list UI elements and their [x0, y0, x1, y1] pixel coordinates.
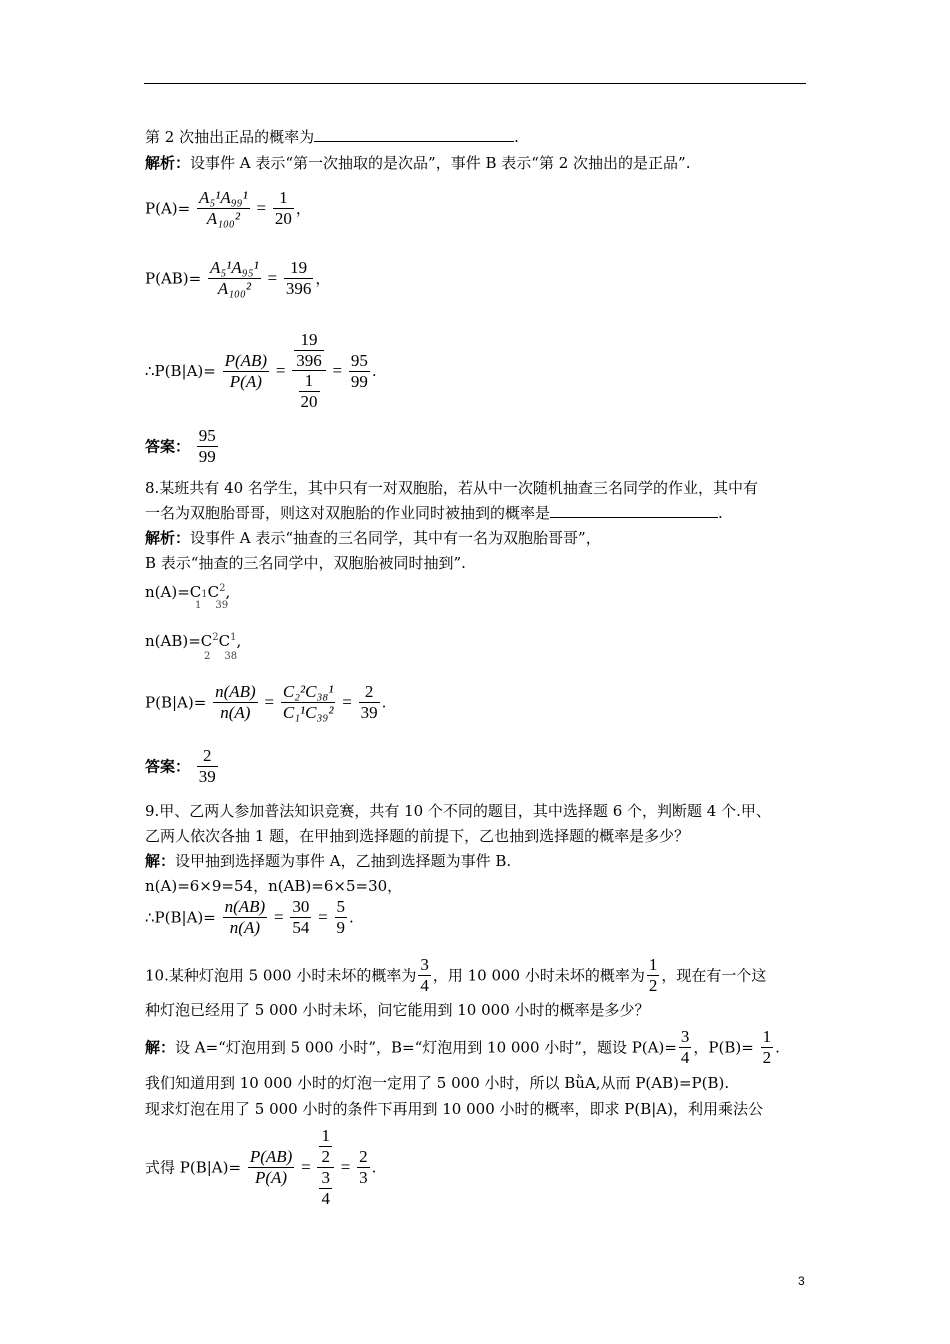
res-num: 2 [359, 682, 380, 703]
q7-cond-formula: ∴P(B|A)= $\frac{P(AB)}{P(A)}$ = $\frac{\frac{19}{396}}{\frac{1}{20}}$ = $\frac{95}{99}$ . [145, 330, 377, 411]
cond-num: n(AB) [215, 682, 256, 701]
cond-num: P(AB) [249, 1147, 293, 1166]
f2-den: 2 [648, 976, 658, 995]
final-period: . [371, 1158, 377, 1177]
f1-num: 3 [420, 955, 429, 974]
solution-text-b: ，P(B)= [693, 1038, 759, 1057]
res-num: 2 [359, 1147, 368, 1166]
complex-bottom [317, 1167, 334, 1209]
q9-counts: n(A)=6×9=54，n(AB)=6×5=30， [145, 877, 403, 895]
answer-label: 答案： [145, 757, 191, 776]
ct-den: 396 [296, 351, 322, 370]
answer-den: 99 [198, 447, 216, 466]
pa-lhs: P(A)= [145, 199, 191, 218]
cond-fraction [223, 897, 268, 938]
q7-period: . [514, 128, 519, 146]
ct-num: 1 [321, 1126, 330, 1145]
cond-result [349, 351, 370, 392]
nab-comma: , [236, 632, 242, 650]
pa-den: A₁₀₀² [206, 209, 240, 228]
cond-fraction [248, 1147, 294, 1188]
na-sup2: 2 [219, 583, 226, 594]
q7-pa-formula: P(A)= $\frac{\text{A₅¹A₉₉¹}}{\text{A₁₀₀²}}$ = $\frac{1}{20}$ ， [145, 188, 311, 228]
q8-cond-formula: P(B|A)= $\frac{n(AB)}{n(A)}$ = $\frac{\text{C₂²C₃₈¹}}{\text{C₁¹C₃₉²}}$ = $\frac{2}{39}$ . [145, 682, 387, 722]
solution-text-a: 设 A=“灯泡用到 5 000 小时”，B=“灯泡用到 10 000 小时”，题设 P(A)= [175, 1038, 677, 1057]
pa-result [273, 188, 294, 229]
cond-num: P(AB) [224, 350, 268, 370]
header-rule [144, 83, 806, 84]
res-den: 3 [359, 1168, 368, 1187]
cond-den: n(A) [220, 703, 251, 722]
mid-num: 30 [292, 897, 310, 916]
cond-result [335, 897, 348, 938]
cond-den: P(A) [229, 371, 262, 391]
q8-na-subs [145, 596, 228, 616]
pa-res-den: 20 [274, 209, 292, 228]
cond-fraction [223, 351, 269, 392]
nab-sup2: 1 [230, 632, 237, 643]
pab-lhs: P(AB)= [145, 269, 202, 288]
nab-text: n(AB)=C [145, 632, 213, 650]
q8-nab-subs [145, 647, 237, 667]
pab-num: A₅¹A₉₅¹ [210, 258, 259, 277]
q10-line2: 种灯泡已经用了 5 000 小时未坏，问它能用到 10 000 小时的概率是多少？ [145, 1001, 650, 1019]
q10-final-formula: 式得 P(B|A)= $\frac{P(AB)}{P(A)}$ = $\frac{\frac{1}{2}}{\frac{3}{4}}$ = $\frac{2}{3}$ . [145, 1126, 377, 1208]
q7-line1 [145, 127, 519, 147]
ct-num: 19 [294, 330, 324, 351]
q10-text-c: ，现在有一个这 [661, 966, 767, 985]
analysis-label: 解析： [145, 529, 191, 547]
q10-text-a: 10.某种灯泡用 5 000 小时未坏的概率为 [145, 966, 417, 985]
nab-c2: C [218, 632, 231, 650]
formula-lead: 式得 P(B|A)= [145, 1158, 246, 1177]
q10-line4: 我们知道用到 10 000 小时的灯泡一定用了 5 000 小时，所以 BǜA,从而 P(AB)=P(B). [145, 1074, 730, 1092]
solution-period: . [775, 1038, 780, 1057]
cond-res-num: 95 [350, 350, 368, 370]
q10-line5: 现求灯泡在用了 5 000 小时的条件下再用到 10 000 小时的概率，即求 P(B|A)，利用乘法公 [145, 1100, 763, 1118]
res-den: 39 [360, 703, 378, 722]
cb-num: 1 [299, 371, 320, 392]
na-c2: C [207, 583, 220, 601]
q8-line2 [145, 503, 723, 523]
solution-text: 设甲抽到选择题为事件 A，乙抽到选择题为事件 B. [175, 852, 512, 870]
cb-num: 3 [321, 1168, 330, 1187]
q10-frac1 [418, 955, 431, 996]
q9-cond-formula: ∴P(B|A)= $\frac{n(AB)}{n(A)}$ = $\frac{30}{54}$ = $\frac{5}{9}$ . [145, 897, 354, 937]
nab-sub2: 38 [224, 651, 238, 662]
q8-analysis [145, 528, 601, 548]
answer-fraction [197, 746, 218, 787]
q10-solution [145, 1027, 780, 1068]
pa-num: A₅¹A₉₉¹ [198, 188, 248, 207]
na-comma: , [225, 583, 231, 601]
na-text: n(A)=C [145, 583, 202, 601]
answer-label: 答案： [145, 437, 191, 456]
cb-den: 20 [300, 392, 318, 411]
q8-prompt: 一名为双胞胎哥哥，则这对双胞胎的作业同时被抽到的概率是 [145, 504, 551, 522]
q7-pab-formula: P(AB)= $\frac{\text{A₅¹A₉₅¹}}{\text{A₁₀₀²}}$ = $\frac{19}{396}$ ， [145, 258, 331, 298]
cond-lhs: ∴P(B|A)= [145, 908, 216, 927]
pb-num: 1 [762, 1027, 772, 1046]
pab-result [284, 258, 314, 299]
mid-den: 54 [292, 918, 310, 937]
pab-den: A₁₀₀² [217, 279, 251, 298]
q8-period: . [718, 504, 723, 522]
complex-bottom [292, 370, 326, 412]
final-result [357, 1147, 370, 1188]
answer-fraction [197, 426, 218, 467]
pa-num: 3 [680, 1027, 690, 1046]
cond-res-den: 99 [350, 371, 368, 391]
q8-analysis-2: B 表示“抽查的三名同学中，双胞胎被同时抽到”. [145, 554, 466, 572]
pab-res-num: 19 [284, 258, 314, 279]
pa-fraction [679, 1027, 692, 1068]
answer-num: 2 [197, 746, 218, 767]
na-sub2: 39 [215, 600, 229, 611]
comb-fraction [281, 682, 336, 723]
page-number: 3 [798, 1274, 805, 1288]
q8-line1: 8.某班共有 40 名学生，其中只有一对双胞胎，若从中一次随机抽查三名同学的作业，其中有 [145, 479, 758, 497]
q10-text-b: ，用 10 000 小时未坏的概率为 [432, 966, 645, 985]
q9-solution [145, 851, 511, 871]
cond-den: P(A) [255, 1168, 288, 1187]
cond-lhs: ∴P(B|A)= [145, 362, 216, 380]
cond-result [359, 682, 380, 723]
answer-num: 95 [198, 426, 216, 445]
answer-blank[interactable] [550, 503, 718, 518]
complex-fraction [292, 330, 326, 412]
cond-fraction [213, 682, 258, 723]
ct-den: 2 [321, 1147, 330, 1166]
f1-den: 4 [420, 976, 429, 995]
q7-answer [145, 426, 220, 467]
q9-line2: 乙两人依次各抽 1 题，在甲抽到选择题的前提下，乙也抽到选择题的概率是多少？ [145, 827, 690, 845]
q10-frac2 [647, 955, 660, 996]
q7-prompt: 第 2 次抽出正品的概率为 [145, 128, 315, 146]
pb-den: 2 [762, 1048, 772, 1067]
na-sup1: 1 [201, 589, 208, 600]
solution-label: 解： [145, 1038, 176, 1057]
pab-res-den: 396 [285, 279, 312, 298]
nab-sup1: 2 [212, 632, 219, 643]
mid-fraction [290, 897, 311, 938]
complex-top [292, 330, 326, 371]
cond-num: n(AB) [224, 897, 266, 916]
complex-fraction [317, 1126, 334, 1209]
analysis-label: 解析： [145, 154, 191, 172]
pa-fraction [197, 188, 250, 229]
res-num: 5 [336, 897, 346, 916]
nab-sub1: 2 [204, 651, 211, 662]
answer-den: 39 [198, 767, 216, 786]
cond-lhs: P(B|A)= [145, 693, 207, 712]
answer-blank[interactable] [314, 127, 514, 142]
cond-den: n(A) [229, 918, 261, 937]
pab-fraction [208, 258, 261, 299]
q9-line1: 9.甲、乙两人参加普法知识竞赛，共有 10 个不同的题目，其中选择题 6 个，判断题 4 个.甲、 [145, 802, 771, 820]
analysis-text: 设事件 A 表示“抽查的三名同学，其中有一名为双胞胎哥哥”， [190, 529, 601, 547]
analysis-text: 设事件 A 表示“第一次抽取的是次品”，事件 B 表示“第 2 次抽出的是正品”. [190, 154, 691, 172]
f2-num: 1 [648, 955, 658, 974]
pa-den: 4 [680, 1048, 690, 1067]
complex-top [317, 1126, 334, 1167]
comb-den: C₁¹C₃₉² [282, 703, 334, 722]
q8-answer [145, 746, 220, 787]
pa-res-num: 1 [273, 188, 294, 209]
q10-line1 [145, 955, 766, 996]
solution-label: 解： [145, 852, 176, 870]
cb-den: 4 [321, 1189, 330, 1208]
res-den: 9 [336, 918, 346, 937]
pb-fraction [761, 1027, 774, 1068]
q7-analysis [145, 153, 690, 173]
comb-num: C₂²C₃₈¹ [282, 682, 334, 701]
na-sub1: 1 [195, 600, 202, 611]
